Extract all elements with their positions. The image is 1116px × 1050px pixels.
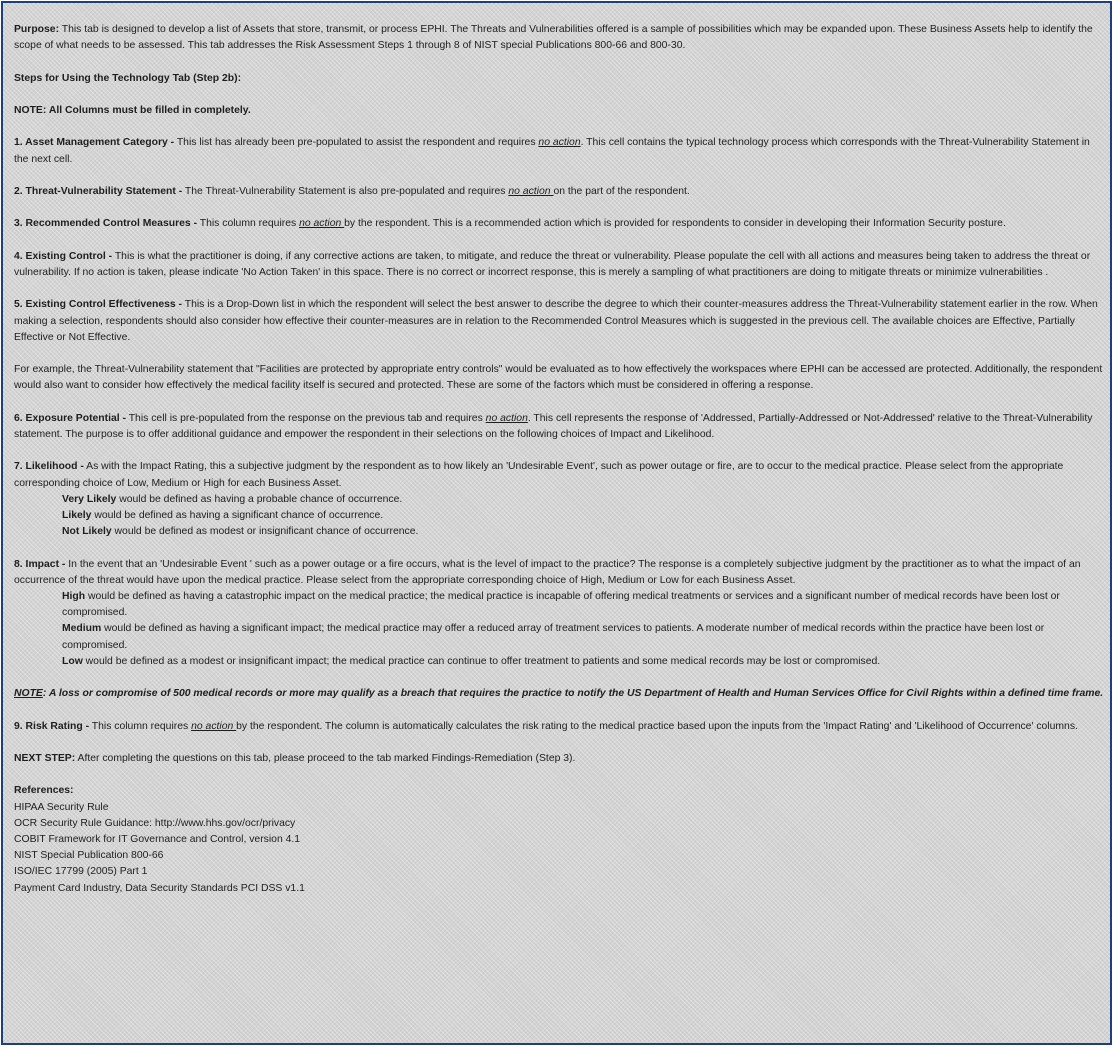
item-5-text: This is a Drop-Down list in which the respondent will select the best answer to describe the degree to which their counter-measures address the Threat-Vulnerability statement earlier in the row. When making a selection, respondents should also consider how effective their counter-measures are in relation to the Recommended Control Measures which is suggested in the previous cell. The available choices are Effective, Partially Effective or Not Effective. (14, 299, 1098, 343)
impact-def-text: would be defined as a modest or insignificant impact; the medical practice can continue to offer treatment to patients and some medical records may be lost or compromised. (82, 655, 881, 667)
item-8-text: In the event that an 'Undesirable Event ' such as a power outage or a fire occurs, what is the level of impact to the practice? The response is a completely subjective judgment by the practitioner as to what the impact of an occurrence of the threat would have upon the medical practice. Please select from the appropriate corresponding choice of High, Medium or Low for each Business Asset. (14, 558, 1081, 586)
item-1-no-action: no action (538, 137, 581, 149)
likelihood-def-text: would be defined as modest or insignificant chance of occurrence. (111, 526, 419, 538)
item-3-text-a: This column requires (197, 218, 300, 230)
instructions-textbox (1, 1, 1112, 1045)
item-6-label: 6. Exposure Potential - (14, 412, 127, 424)
item-9-text-a: This column requires (89, 720, 192, 732)
impact-term: Medium (62, 623, 102, 635)
item-2-no-action: no action (508, 185, 554, 197)
impact-term: Low (62, 655, 83, 667)
item-9-no-action: no action (191, 720, 237, 732)
purpose-text: This tab is designed to develop a list of Assets that store, transmit, or process EPHI. The Threats and Vulnerabilities offered is a sample of possibilities which may be expanded upon. These Business Assets help to identify the scope of what needs to be assessed. This tab addresses the Risk Assessment Steps 1 through 8 of NIST special Publications 800-66 and 800-30. (14, 24, 1093, 52)
next-step-text: After completing the questions on this tab, please proceed to the tab marked Findings-Remediation (Step 3). (75, 752, 576, 764)
reference-item: Payment Card Industry, Data Security Standards PCI DSS v1.1 (14, 882, 305, 894)
breach-note-label: NOTE (14, 688, 43, 700)
item-5-label: 5. Existing Control Effectiveness - (14, 299, 183, 311)
item-2-text-b: on the part of the respondent. (553, 185, 690, 197)
item-5-control-effectiveness (14, 297, 1104, 346)
references-section (14, 783, 1104, 896)
reference-item: ISO/IEC 17799 (2005) Part 1 (14, 866, 148, 878)
item-8-label: 8. Impact - (14, 558, 66, 570)
references-heading-text: References: (14, 785, 74, 797)
example-paragraph: For example, the Threat-Vulnerability statement that "Facilities are protected by appropriate entry controls" would be evaluated as to how effectively the workspaces where EPHI can be accessed are protected. Additionally, the respondent would also want to consider how effectively the medical facility itself is secured and protected. These are some of the factors which must be considered in offering a response. (14, 364, 1103, 392)
item-6-text-a: This cell is pre-populated from the response on the previous tab and requires (126, 412, 486, 424)
item-2-label: 2. Threat-Vulnerability Statement - (14, 185, 183, 197)
next-step-label: NEXT STEP: (14, 752, 76, 764)
item-3-recommended-control (14, 216, 1104, 232)
item-6-exposure-potential (14, 411, 1104, 443)
breach-note (14, 686, 1104, 702)
item-1-asset-management (14, 135, 1104, 167)
references-heading (14, 783, 1104, 799)
item-3-text-b: by the respondent. This is a recommended action which is provided for respondents to consider in developing their Information Security posture. (344, 218, 1006, 230)
item-7-likelihood (14, 459, 1104, 491)
steps-heading-text: Steps for Using the Technology Tab (Step 2b): (14, 72, 242, 84)
likelihood-def (14, 492, 1104, 508)
item-2-threat-vulnerability (14, 184, 1104, 200)
item-1-text-a: This list has already been pre-populated to assist the respondent and requires (174, 137, 539, 149)
steps-heading (14, 71, 1104, 87)
reference-item: OCR Security Rule Guidance: http://www.hhs.gov/ocr/privacy (14, 817, 296, 829)
item-4-text: This is what the practitioner is doing, if any corrective actions are taken, to mitigate, and reduce the threat or vulnerability. Please populate the cell with all actions and measures being taken to address the threat or vulnerability. If no action is taken, please indicate 'No Action Taken' in this space. There is no correct or incorrect response, this is merely a sampling of what practitioners are doing to mitigate threats or minimize vulnerabilities . (14, 250, 1091, 278)
item-8-impact (14, 557, 1104, 589)
likelihood-def-text: would be defined as having a probable chance of occurrence. (116, 493, 403, 505)
purpose-label: Purpose: (14, 24, 60, 35)
likelihood-def (14, 508, 1104, 524)
reference-item: NIST Special Publication 800-66 (14, 850, 164, 862)
note-all-columns (14, 103, 1104, 119)
note-all-columns-text: NOTE: All Columns must be filled in completely. (14, 104, 251, 116)
impact-def (14, 589, 1104, 621)
item-1-text-b: . This cell contains the typical technology process which corresponds with the Threat-Vulnerability Statement in the next cell. (14, 137, 1090, 165)
reference-item: COBIT Framework for IT Governance and Control, version 4.1 (14, 833, 301, 845)
item-3-label: 3. Recommended Control Measures - (14, 218, 198, 230)
item-3-no-action: no action (299, 218, 345, 230)
likelihood-term: Likely (62, 509, 92, 521)
purpose-paragraph (14, 22, 1104, 54)
item-9-label: 9. Risk Rating - (14, 720, 90, 732)
item-2-text-a: The Threat-Vulnerability Statement is also pre-populated and requires (182, 185, 509, 197)
impact-def-text: would be defined as having a significant impact; the medical practice may offer a reduced array of treatment services to patients. A moderate number of medical records within the practice have been lost or compromised. (62, 623, 1045, 651)
likelihood-term: Very Likely (62, 493, 117, 505)
impact-def-text: would be defined as having a catastrophic impact on the medical practice; the medical practice is incapable of offering medical treatments or services and a significant number of medical records have been lost or compromised. (62, 590, 1060, 619)
likelihood-def-text: would be defined as having a significant chance of occurrence. (91, 509, 384, 521)
impact-term: High (62, 590, 86, 602)
impact-def (14, 621, 1104, 653)
breach-note-text: : A loss or compromise of 500 medical records or more may qualify as a breach that requires the practice to notify the US Department of Health and Human Services Office for Civil Rights within a defined time frame. (42, 688, 1104, 700)
item-1-label: 1. Asset Management Category - (14, 137, 175, 149)
item-4-existing-control (14, 249, 1104, 281)
reference-item: HIPAA Security Rule (14, 801, 109, 813)
likelihood-def (14, 524, 1104, 540)
item-6-no-action: no action (485, 412, 528, 424)
impact-def (14, 654, 1104, 670)
next-step (14, 751, 1104, 767)
item-6-text-b: . This cell represents the response of 'Addressed, Partially-Addressed or Not-Addressed' relative to the Threat-Vulnerability statement. The purpose is to offer additional guidance and empower the respondent in their selections on the following choices of Impact and Likelihood. (14, 412, 1093, 440)
item-4-label: 4. Existing Control - (14, 250, 113, 262)
instructions-content (14, 22, 1104, 897)
likelihood-term: Not Likely (62, 526, 112, 538)
item-7-label: 7. Likelihood - (14, 461, 84, 473)
item-9-risk-rating (14, 719, 1104, 735)
item-9-text-b: by the respondent. The column is automatically calculates the risk rating to the medical practice based upon the inputs from the 'Impact Rating' and 'Likelihood of Occurrence' columns. (236, 720, 1078, 732)
item-7-text: As with the Impact Rating, this a subjective judgment by the respondent as to how likely an 'Undesirable Event', such as power outage or fire, are to occur to the medical practice. Please select from the appropriate corresponding choice of Low, Medium or High for each Business Asset. (14, 461, 1064, 489)
